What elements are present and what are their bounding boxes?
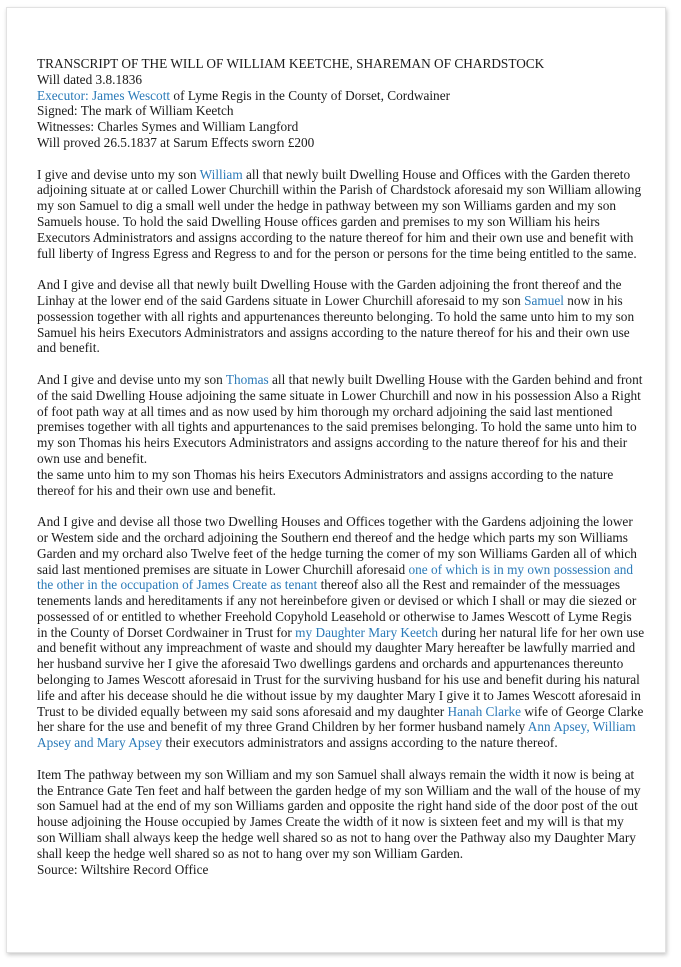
william-link[interactable]: William: [199, 166, 243, 182]
paragraph-text: And I give and devise unto my son: [37, 371, 226, 387]
will-transcript: [37, 56, 645, 877]
executor-details: of Lyme Regis in the County of Dorset, Cordwainer: [170, 87, 451, 103]
paragraph-mary: [37, 514, 645, 751]
paragraph-text: their executors administrators and assigns according to the nature thereof.: [162, 735, 558, 751]
document-title: TRANSCRIPT OF THE WILL OF WILLIAM KEETCHE, SHAREMAN OF CHARDSTOCK: [37, 56, 545, 71]
paragraph-william: [37, 167, 645, 262]
paragraph-text: wife of George Clarke her share for the use and benefit of my three Grand Children by her former husband namely: [37, 703, 644, 735]
paragraph-text: during her natural life for her own use and benefit without any impreachment of waste and should my daughter Mary hereafter be lawfully married and her husband survive her I give the aforesaid Two dwellings gardens and orchards and appurtenances thereunto belonging to James Wescott aforesaid in Trust for the surviving husband for his use and benefit during his natural life and after his decease should he die without issue by my daughter Mary I give it to James Wescott aforesaid in Trust to be divided equally between my said sons aforesaid and my daughter: [37, 624, 645, 719]
paragraph-text: now in his possession together with all rights and appurtenances thereunto belonging. To hold the same unto him to my son Samuel his heirs Executors Administrators and assigns according to the nature thereof for his and their own use and benefit.: [37, 292, 635, 356]
paragraph-text: all that newly built Dwelling House with the Garden behind and front of the said Dwelling House adjoining the same situate in Lower Churchill and now in his possession Also a Right of foot path way at all times and as now used by him thorough my orchard adjoining the said last mentioned premises together with all tights and appurtenances to the said premises belonging. To hold the same unto him to my son Thomas his heirs Executors Administrators and assigns according to the nature thereof for his and their own use and benefit.: [37, 371, 643, 466]
paragraph-text: Item The pathway between my son William and my son Samuel shall always remain the width it now is being at the Entrance Gate Ten feet and half between the garden hedge of my son William and the wall of the house of my son Samuel had at the end of my son Williams garden and opposite the right hand side of the door post of the out house adjoining the House occupied by James Create the width of it now is sixteen feet and my will is that my son William shall always keep the hedge well shared so as not to hang over the Pathway also my Daughter Mary shall keep the hedge well shared so as not to hang over my son William Garden.: [37, 766, 641, 861]
paragraph-text: thereof also all the Rest and remainder of the messuages tenements lands and hereditaments if any not hereinbefore given or devised or which I shall or may die siezed or possessed of or entitled to whether Freehold Copyhold Leasehold or otherwise to James Wescott of Lyme Regis in the County of Dorset Cordwainer in Trust for: [37, 577, 637, 640]
apsey-grandchildren-link[interactable]: Ann Apsey, William Apsey and Mary Apsey: [37, 719, 636, 751]
possession-link[interactable]: one of which is in my own possession and the other in the occupation of James Create as tenant: [37, 561, 634, 593]
source-line: Source: Wiltshire Record Office: [37, 861, 209, 877]
thomas-link[interactable]: Thomas: [225, 371, 269, 387]
paragraph-samuel: [37, 277, 645, 356]
proved-line: Will proved 26.5.1837 at Sarum Effects sworn £200: [37, 134, 315, 150]
signed-line: Signed: The mark of William Keetch: [37, 103, 234, 119]
document-page: [6, 7, 666, 953]
witnesses-line: Witnesses: Charles Symes and William Langford: [37, 119, 299, 135]
executor-line: [37, 88, 645, 104]
paragraph-text-repeat: the same unto him to my son Thomas his heirs Executors Administrators and assigns according to the nature thereof for his and their own use and benefit.: [37, 466, 614, 498]
samuel-link[interactable]: Samuel: [524, 292, 564, 308]
paragraph-pathway: [37, 767, 645, 878]
will-date: Will dated 3.8.1836: [37, 71, 143, 87]
executor-link[interactable]: Executor: James Wescott: [37, 87, 171, 103]
paragraph-text: all that newly built Dwelling House and Offices with the Garden thereto adjoining situate at or called Lower Churchill within the Parish of Chardstock aforesaid my son William allowing my son Samuel to dig a small well under the hedge in pathway between my son Williams garden and my son Samuels house. To hold the said Dwelling House offices garden and premises to my son William his heirs Executors Administrators and assigns according to the nature thereof for him and their own use and benefit with full liberty of Ingress Egress and Regress to and for the person or persons for the time being entitled to the same.: [37, 166, 642, 261]
paragraph-thomas: [37, 372, 645, 498]
document-header: [37, 56, 645, 151]
paragraph-text: And I give and devise all those two Dwelling Houses and Offices together with the Gardens adjoining the lower or Westem side and the orchard adjoining the Southern end thereof and the hedge which parts my son Williams Garden and my orchard also Twelve feet of the hedge turning the comer of my son Williams Garden all of which said last mentioned premises are situate in Lower Churchill aforesaid: [37, 514, 637, 577]
paragraph-text: I give and devise unto my son: [37, 166, 200, 182]
paragraph-text: And I give and devise all that newly built Dwelling House with the Garden adjoining the front thereof and the Linhay at the lower end of the said Gardens situate in Lower Churchill aforesaid to my son: [37, 277, 622, 308]
mary-keetch-link[interactable]: my Daughter Mary Keetch: [295, 624, 439, 640]
hanah-clarke-link[interactable]: Hanah Clarke: [447, 703, 522, 719]
